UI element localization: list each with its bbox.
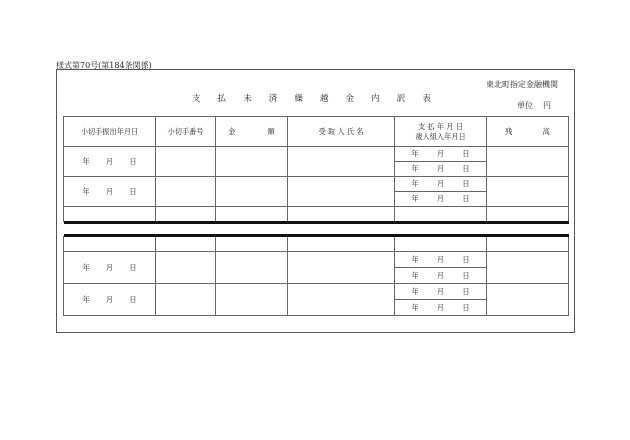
payment-date-cell: 年 月 日 <box>395 177 487 192</box>
break-line-bottom <box>64 234 569 237</box>
blank-cell <box>156 237 216 252</box>
balance-cell <box>487 252 569 284</box>
receipt-date-cell: 年 月 日 <box>395 162 487 177</box>
recipient-cell <box>288 284 395 316</box>
amount-cell <box>216 147 288 177</box>
header-recipient: 受 取 人 氏 名 <box>288 117 395 147</box>
payment-date-cell: 年 月 日 <box>395 284 487 300</box>
blank-cell <box>216 207 288 222</box>
receipt-date-cell: 年 月 日 <box>395 192 487 207</box>
check-date-cell: 年 月 日 <box>64 177 156 207</box>
blank-cell <box>487 237 569 252</box>
check-date-cell: 年 月 日 <box>64 252 156 284</box>
payment-date-cell: 年 月 日 <box>395 252 487 268</box>
check-number-cell <box>156 284 216 316</box>
blank-cell <box>216 237 288 252</box>
unit-label-text: 単位 <box>517 101 533 110</box>
payment-date-cell: 年 月 日 <box>395 147 487 162</box>
page-title: 支 払 未 済 繰 越 金 内 訳 表 <box>191 94 439 104</box>
blank-cell <box>64 237 156 252</box>
header-balance: 残 高 <box>487 117 569 147</box>
check-date-cell: 年 月 日 <box>64 284 156 316</box>
balance-cell <box>487 147 569 177</box>
table-row <box>64 284 569 300</box>
amount-cell <box>216 252 288 284</box>
header-row <box>64 117 569 147</box>
blank-cell <box>288 207 395 222</box>
blank-cell <box>288 237 395 252</box>
amount-cell <box>216 177 288 207</box>
header-payment-date: 支 払 年 月 日 <box>417 121 464 131</box>
header-receipt-date: 歳入組入年月日 <box>415 131 466 141</box>
receipt-date-cell: 年 月 日 <box>395 300 487 316</box>
form-number: 様式第70号(第184条関係) <box>56 61 152 70</box>
table-row <box>64 147 569 162</box>
header-dates <box>395 117 487 147</box>
bank-name: 東北町指定金融機関 <box>486 80 558 89</box>
check-number-cell <box>156 177 216 207</box>
check-number-cell <box>156 252 216 284</box>
unit-label <box>517 100 551 111</box>
table-row <box>64 237 569 252</box>
balance-cell <box>487 177 569 207</box>
check-number-cell <box>156 147 216 177</box>
omission-break <box>64 222 569 237</box>
blank-cell <box>64 207 156 222</box>
break-line-top <box>64 221 569 224</box>
header-amount: 金 額 <box>216 117 288 147</box>
receipt-date-cell: 年 月 日 <box>395 268 487 284</box>
breakdown-table <box>63 116 569 316</box>
balance-cell <box>487 284 569 316</box>
unit-value: 円 <box>543 101 551 110</box>
blank-cell <box>487 207 569 222</box>
recipient-cell <box>288 147 395 177</box>
blank-cell <box>395 237 487 252</box>
recipient-cell <box>288 177 395 207</box>
blank-cell <box>156 207 216 222</box>
table-row <box>64 252 569 268</box>
header-check-date: 小切手振出年月日 <box>64 117 156 147</box>
check-date-cell: 年 月 日 <box>64 147 156 177</box>
table-row <box>64 207 569 222</box>
amount-cell <box>216 284 288 316</box>
table-row <box>64 177 569 192</box>
blank-cell <box>395 207 487 222</box>
recipient-cell <box>288 252 395 284</box>
header-check-number: 小切手番号 <box>156 117 216 147</box>
